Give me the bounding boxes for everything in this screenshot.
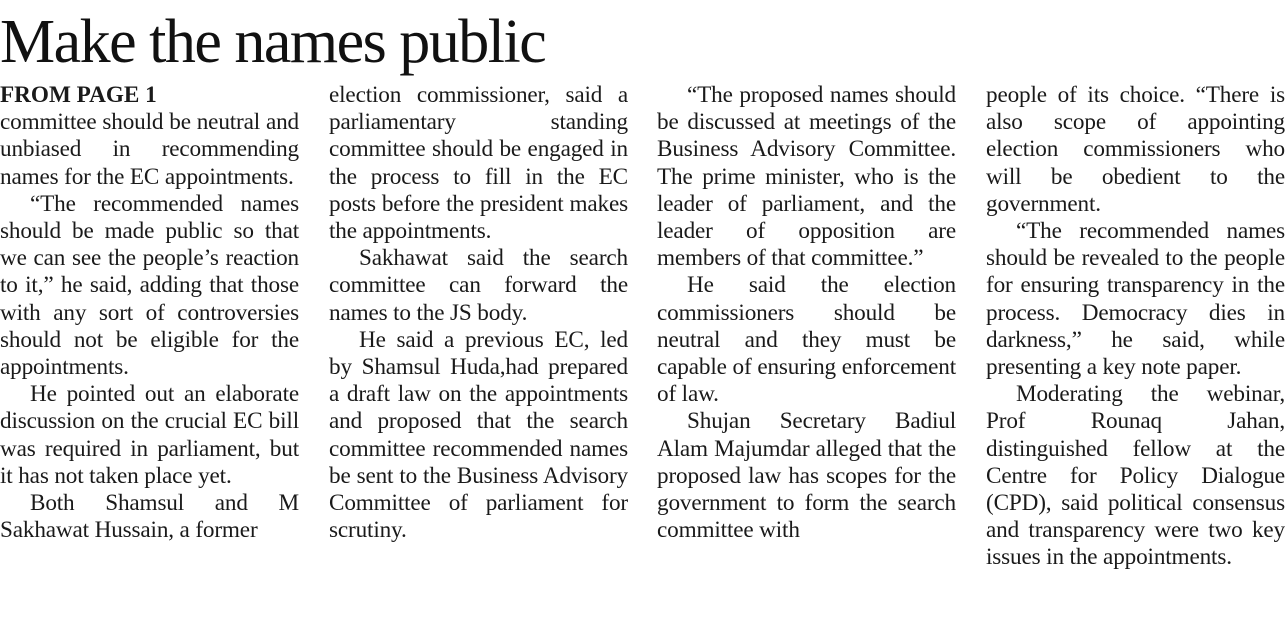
article-column-4 [986, 82, 1285, 572]
article-column-1 [0, 82, 299, 544]
paragraph: “The proposed names should be discussed at meetings of the Business Advisory Committee. The prime minister, who is the leader of parliament, and the leader of opposition are members of that committee.” [657, 82, 956, 272]
paragraph: Sakhawat said the search committee can forward the names to the JS body. [329, 245, 628, 326]
paragraph: “The recommended names should be made public so that we can see the people’s reaction to it,” he said, adding that those with any sort of controversies should not be eligible for the appointments. [0, 190, 299, 381]
paragraph: committee should be neutral and unbiased in recommending names for the EC appointments. [0, 109, 299, 190]
paragraph: He said a previous EC, led by Shamsul Huda,had prepared a draft law on the appointments and proposed that the search committee recommended names be sent to the Business Advisory Committee of parliament for scrutiny. [329, 326, 628, 544]
paragraph: people of its choice. “There is also scope of appointing election commissioners who will be obedient to the government. [986, 82, 1285, 217]
headline: Make the names public [0, 8, 546, 76]
paragraph: Moderating the webinar, Prof Rounaq Jahan, distinguished fellow at the Centre for Policy Dialogue (CPD), said political consensus and transparency were two key issues in the appointments. [986, 381, 1285, 571]
paragraph: Both Shamsul and M Sakhawat Hussain, a former [0, 490, 299, 544]
paragraph: “The recommended names should be revealed to the people for ensuring transparency in the process. Democracy dies in darkness,” he said, while presenting a key note paper. [986, 218, 1285, 381]
paragraph: election commissioner, said a parliamentary standing committee should be engaged in the process to fill in the EC posts before the president makes the appointments. [329, 82, 628, 245]
paragraph: He said the election commissioners should be neutral and they must be capable of ensuring enforcement of law. [657, 272, 956, 408]
article-column-2 [329, 82, 628, 544]
continuation-kicker: FROM PAGE 1 [0, 82, 157, 108]
article-column-3 [657, 82, 956, 544]
paragraph: He pointed out an elaborate discussion on the crucial EC bill was required in parliament, but it has not taken place yet. [0, 381, 299, 489]
paragraph: Shujan Secretary Badiul Alam Majumdar alleged that the proposed law has scopes for the government to form the search committee with [657, 408, 956, 544]
